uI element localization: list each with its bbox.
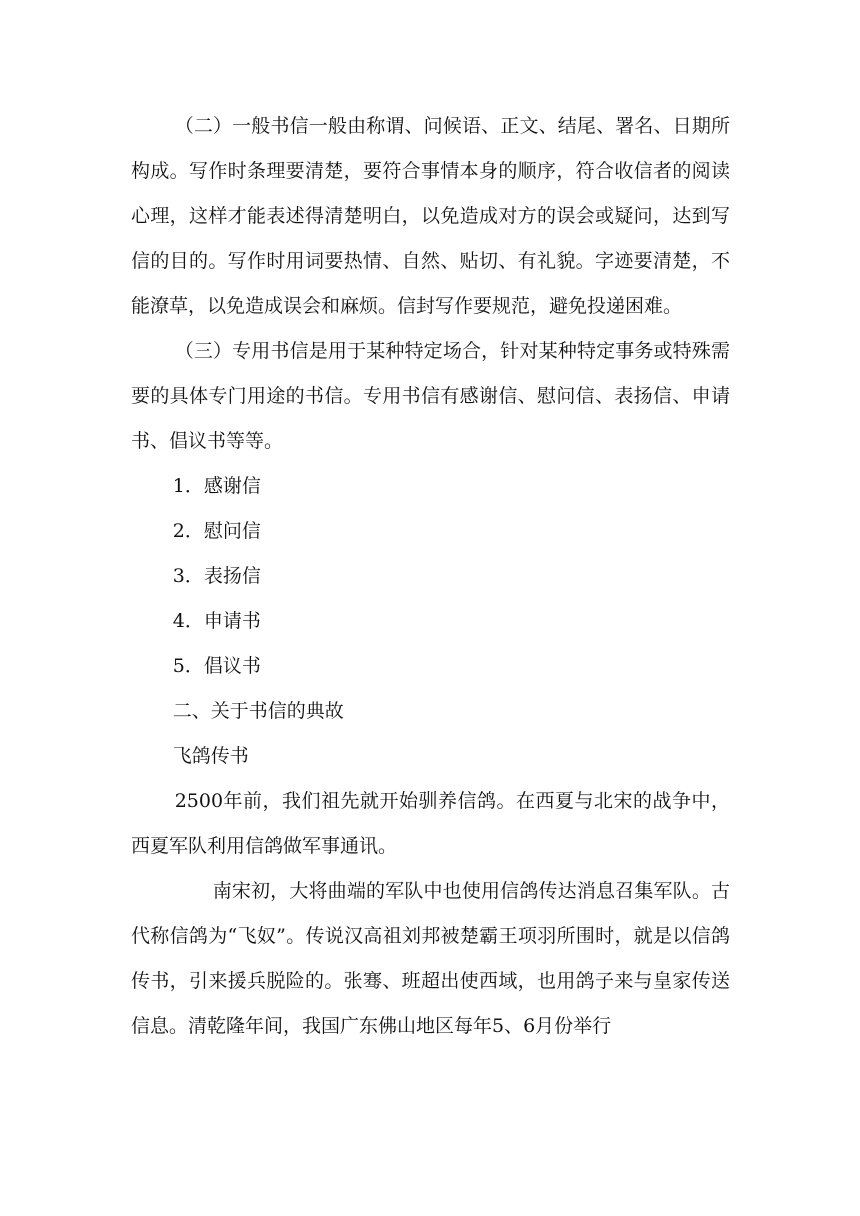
list-item: 4．申请书 xyxy=(172,610,261,632)
story-paragraph: 2500年前，我们祖先就开始驯养信鸽。在西夏与北宋的战争中，西夏军队利用信鸽做军事通讯。 xyxy=(131,790,730,857)
document-page xyxy=(131,104,730,1049)
story-paragraph: 南宋初，大将曲端的军队中也使用信鸽传达消息召集军队。古代称信鸽为“飞奴”。传说汉高祖刘邦被楚霸王项羽所围时，就是以信鸽传书，引来援兵脱险的。张骞、班超出使西域，也用鸽子来与皇家传送信息。清乾隆年间，我国广东佛山地区每年5、6月份举行 xyxy=(131,880,730,1037)
section-heading: 二、关于书信的典故 xyxy=(172,700,344,722)
subheading: 飞鸽传书 xyxy=(172,745,249,767)
list-item: 2．慰问信 xyxy=(172,520,261,542)
list-item: 1．感谢信 xyxy=(172,475,261,497)
list-item: 5．倡议书 xyxy=(172,655,261,677)
paragraph-general-letters: （二）一般书信一般由称谓、问候语、正文、结尾、署名、日期所构成。写作时条理要清楚，要符合事情本身的顺序，符合收信者的阅读心理，这样才能表述得清楚明白，以免造成对方的误会或疑问，达到写信的目的。写作时用词要热情、自然、贴切、有礼貌。字迹要清楚，不能潦草，以免造成误会和麻烦。信封写作要规范，避免投递困难。 xyxy=(131,115,730,317)
list-item: 3．表扬信 xyxy=(172,565,261,587)
paragraph-special-letters: （三）专用书信是用于某种特定场合，针对某种特定事务或特殊需要的具体专门用途的书信。专用书信有感谢信、慰问信、表扬信、申请书、倡议书等等。 xyxy=(131,340,730,452)
